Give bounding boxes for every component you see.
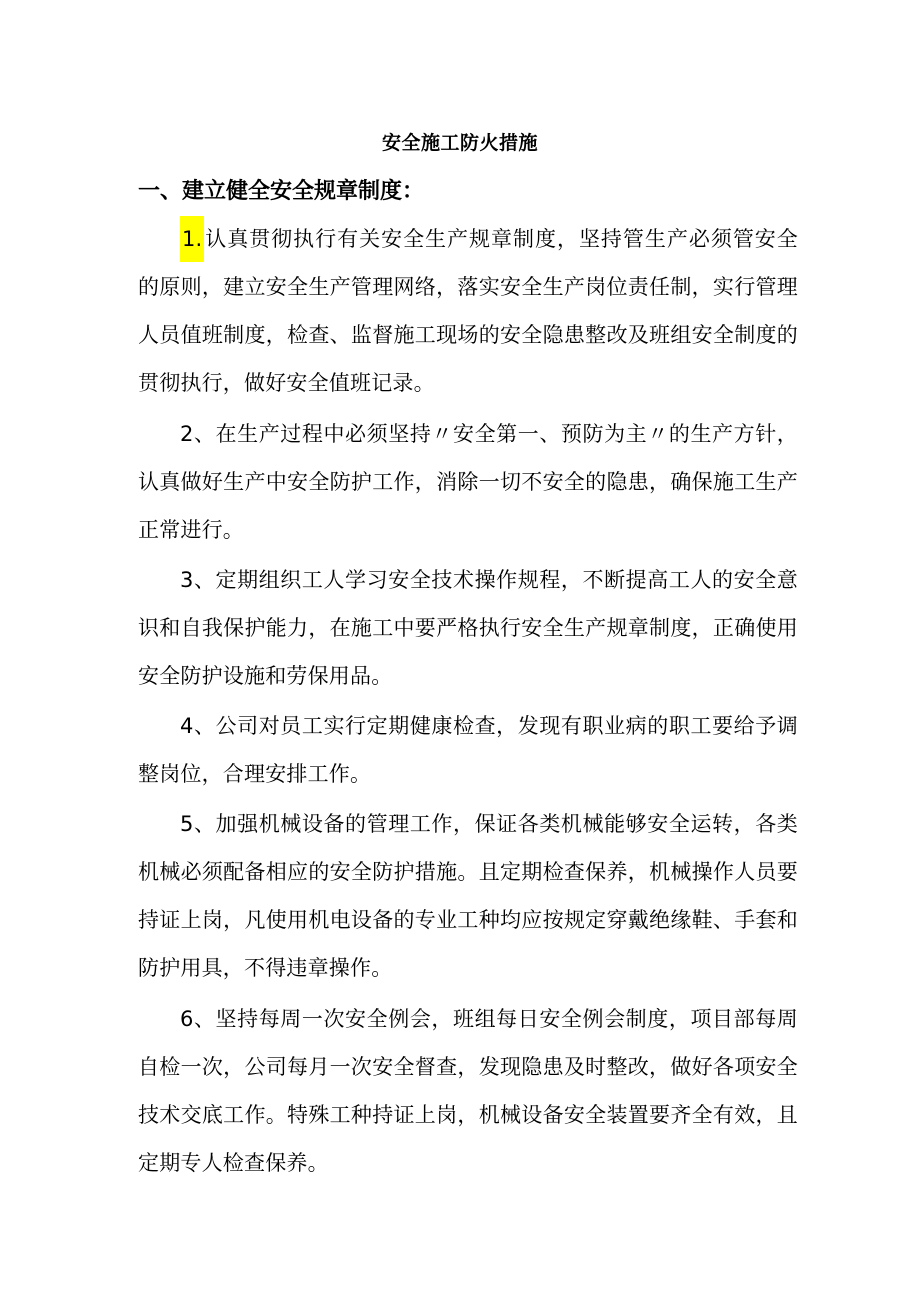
section-heading: 一、建立健全安全规章制度： <box>138 179 425 204</box>
paragraph-6: 6、坚持每周一次安全例会，班组每日安全例会制度，项目部每周自检一次，公司每月一次安全督查，发现隐患及时整改，做好各项安全技术交底工作。特殊工种持证上岗，机械设备安全装置要齐全有效，且定期专人检查保养。 <box>138 1007 798 1175</box>
paragraph-3: 3、定期组织工人学习安全技术操作规程，不断提高工人的安全意识和自我保护能力，在施工中要严格执行安全生产规章制度，正确使用安全防护设施和劳保用品。 <box>138 568 798 688</box>
highlighted-number: 1. <box>180 216 204 262</box>
paragraph-1-text: 认真贯彻执行有关安全生产规章制度，坚持管生产必须管安全的原则，建立安全生产管理网络，落实安全生产岗位责任制，实行管理人员值班制度，检查、监督施工现场的安全隐患整改及班组安全制度的贯彻执行，做好安全值班记录。 <box>138 227 798 395</box>
paragraph-5: 5、加强机械设备的管理工作，保证各类机械能够安全运转，各类机械必须配备相应的安全防护措施。且定期检查保养，机械操作人员要持证上岗，凡使用机电设备的专业工种均应按规定穿戴绝缘鞋、手套和防护用具，不得违章操作。 <box>138 812 798 980</box>
paragraph-4: 4、公司对员工实行定期健康检查，发现有职业病的职工要给予调整岗位，合理安排工作。 <box>138 714 798 786</box>
paragraph-2: 2、在生产过程中必须坚持〃安全第一、预防为主〃的生产方针，认真做好生产中安全防护工作，消除一切不安全的隐患，确保施工生产正常进行。 <box>138 422 798 542</box>
paragraph-1 <box>138 215 798 407</box>
document-title: 安全施工防火措施 <box>381 132 538 154</box>
